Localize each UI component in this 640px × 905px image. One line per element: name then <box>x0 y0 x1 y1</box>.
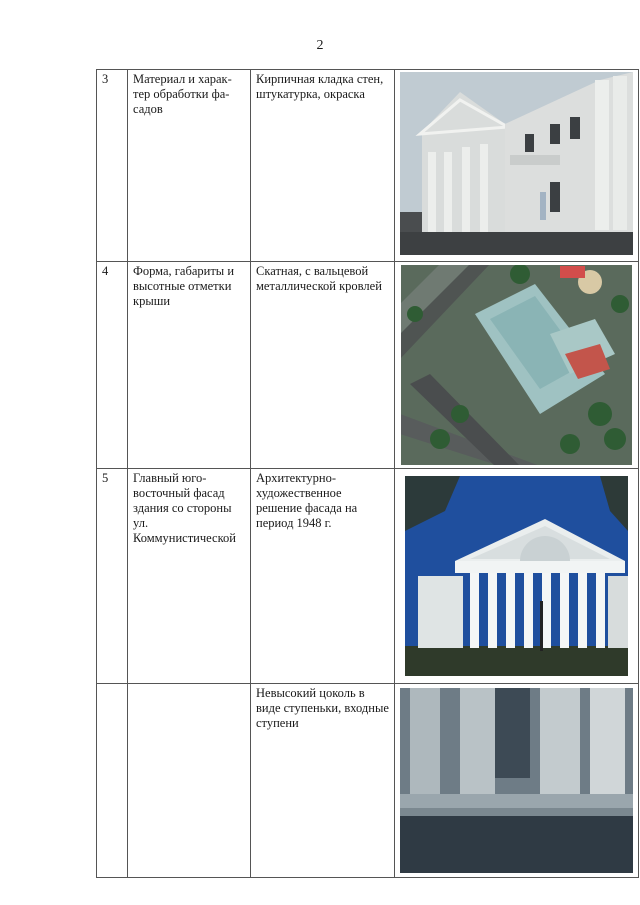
plinth-steps-photo <box>400 686 633 875</box>
table-row <box>97 684 639 878</box>
table-row <box>97 469 639 684</box>
row-name-text: Материал и харак- тер обработки фа- садов <box>133 72 232 116</box>
row-number: 5 <box>97 469 128 684</box>
row-name: Главный юго-восточный фасад здания со стороны ул. Коммунистической <box>128 469 251 684</box>
row-description: Невысокий цоколь в виде ступеньки, входные ступени <box>251 684 395 878</box>
photo-cell <box>395 469 639 684</box>
page-number: 2 <box>316 38 324 53</box>
row-number: 3 <box>97 70 128 262</box>
photo-cell <box>395 262 639 469</box>
table-row <box>97 70 639 262</box>
facade-photo <box>400 72 633 259</box>
main-facade-photo <box>400 471 633 681</box>
row-description: Кирпичная кладка стен, штукатурка, окраска <box>251 70 395 262</box>
photo-cell <box>395 684 639 878</box>
row-name <box>128 684 251 878</box>
aerial-roof-photo <box>400 264 633 466</box>
row-number: 4 <box>97 262 128 469</box>
photo-cell <box>395 70 639 262</box>
row-description: Скатная, с вальцевой металлической кровлей <box>251 262 395 469</box>
row-name <box>128 70 251 262</box>
facade-table <box>96 69 639 878</box>
row-name: Форма, габариты и высотные отметки крыши <box>128 262 251 469</box>
row-number <box>97 684 128 878</box>
row-description: Архитектурно-художественное решение фасада на период 1948 г. <box>251 469 395 684</box>
table-row <box>97 262 639 469</box>
